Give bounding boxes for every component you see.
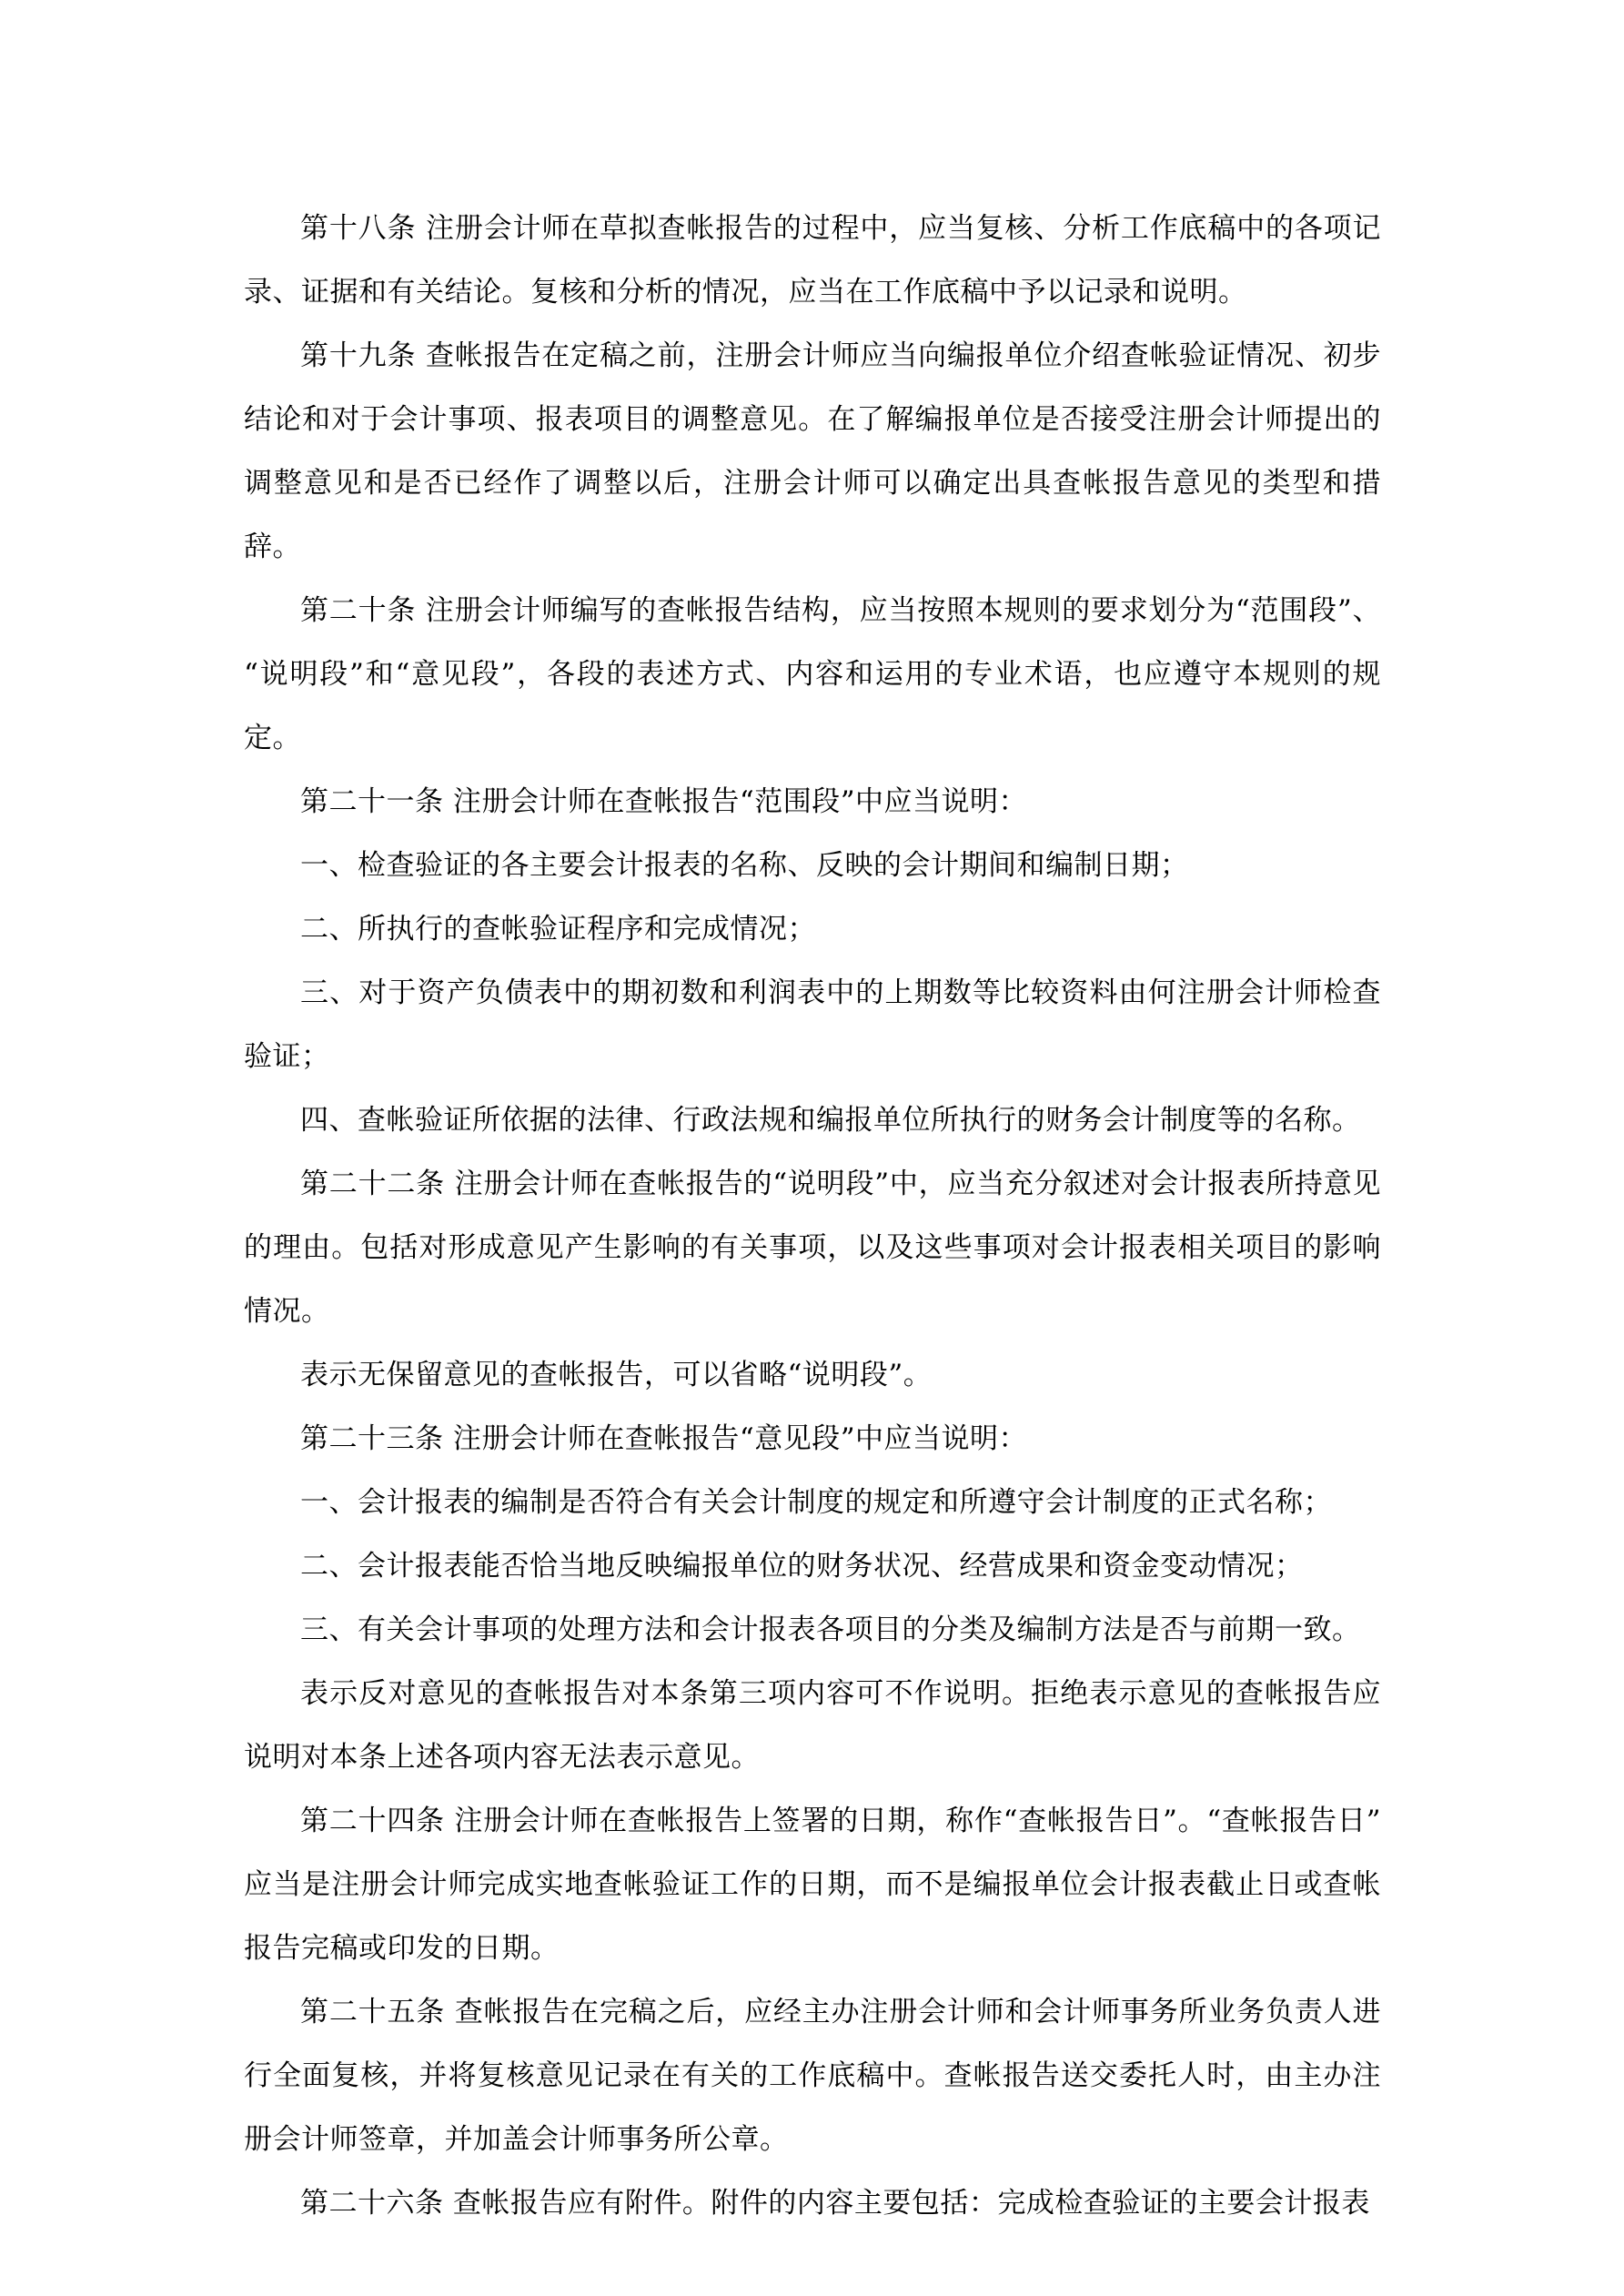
paragraph-article-23-note: 表示反对意见的查帐报告对本条第三项内容可不作说明。拒绝表示意见的查帐报告应说明对本条上述各项内容无法表示意见。 <box>244 1677 1381 1774</box>
paragraph-article-22: 第二十二条 注册会计师在查帐报告的“说明段”中，应当充分叙述对会计报表所持意见的理由。包括对形成意见产生影响的有关事项，以及这些事项对会计报表相关项目的影响情况。 <box>244 1168 1381 1328</box>
document-body-text <box>244 197 1381 2235</box>
paragraph-article-21-item-4: 四、查帐验证所依据的法律、行政法规和编报单位所执行的财务会计制度等的名称。 <box>300 1104 1361 1137</box>
paragraph-article-21-item-3: 三、对于资产负债表中的期初数和利润表中的上期数等比较资料由何注册会计师检查验证； <box>244 976 1381 1073</box>
paragraph-article-24: 第二十四条 注册会计师在查帐报告上签署的日期，称作“查帐报告日”。“查帐报告日”应当是注册会计师完成实地查帐验证工作的日期，而不是编报单位会计报表截止日或查帐报告完稿或印发的日期。 <box>244 1805 1381 1965</box>
paragraph-article-21: 第二十一条 注册会计师在查帐报告“范围段”中应当说明： <box>300 785 1028 818</box>
paragraph-article-23-item-1: 一、会计报表的编制是否符合有关会计制度的规定和所遵守会计制度的正式名称； <box>300 1486 1332 1519</box>
paragraph-article-23-item-2: 二、会计报表能否恰当地反映编报单位的财务状况、经营成果和资金变动情况； <box>300 1550 1304 1583</box>
paragraph-article-21-item-1: 一、检查验证的各主要会计报表的名称、反映的会计期间和编制日期； <box>300 849 1189 882</box>
paragraph-article-23-item-3: 三、有关会计事项的处理方法和会计报表各项目的分类及编制方法是否与前期一致。 <box>300 1613 1361 1646</box>
paragraph-article-20: 第二十条 注册会计师编写的查帐报告结构，应当按照本规则的要求划分为“范围段”、“说明段”和“意见段”，各段的表述方式、内容和运用的专业术语，也应遵守本规则的规定。 <box>244 594 1381 754</box>
paragraph-article-18: 第十八条 注册会计师在草拟查帐报告的过程中，应当复核、分析工作底稿中的各项记录、证据和有关结论。复核和分析的情况，应当在工作底稿中予以记录和说明。 <box>244 212 1381 308</box>
paragraph-article-22-note: 表示无保留意见的查帐报告，可以省略“说明段”。 <box>300 1359 933 1391</box>
paragraph-article-23: 第二十三条 注册会计师在查帐报告“意见段”中应当说明： <box>300 1422 1028 1455</box>
paragraph-article-26: 第二十六条 查帐报告应有附件。附件的内容主要包括：完成检查验证的主要会计报表 <box>300 2187 1370 2220</box>
paragraph-article-19: 第十九条 查帐报告在定稿之前，注册会计师应当向编报单位介绍查帐验证情况、初步结论和对于会计事项、报表项目的调整意见。在了解编报单位是否接受注册会计师提出的调整意见和是否已经作了调整以后，注册会计师可以确定出具查帐报告意见的类型和措辞。 <box>244 339 1381 563</box>
paragraph-article-25: 第二十五条 查帐报告在完稿之后，应经主办注册会计师和会计师事务所业务负责人进行全面复核，并将复核意见记录在有关的工作底稿中。查帐报告送交委托人时，由主办注册会计师签章，并加盖会计师事务所公章。 <box>244 1996 1381 2156</box>
paragraph-article-21-item-2: 二、所执行的查帐验证程序和完成情况； <box>300 913 816 946</box>
